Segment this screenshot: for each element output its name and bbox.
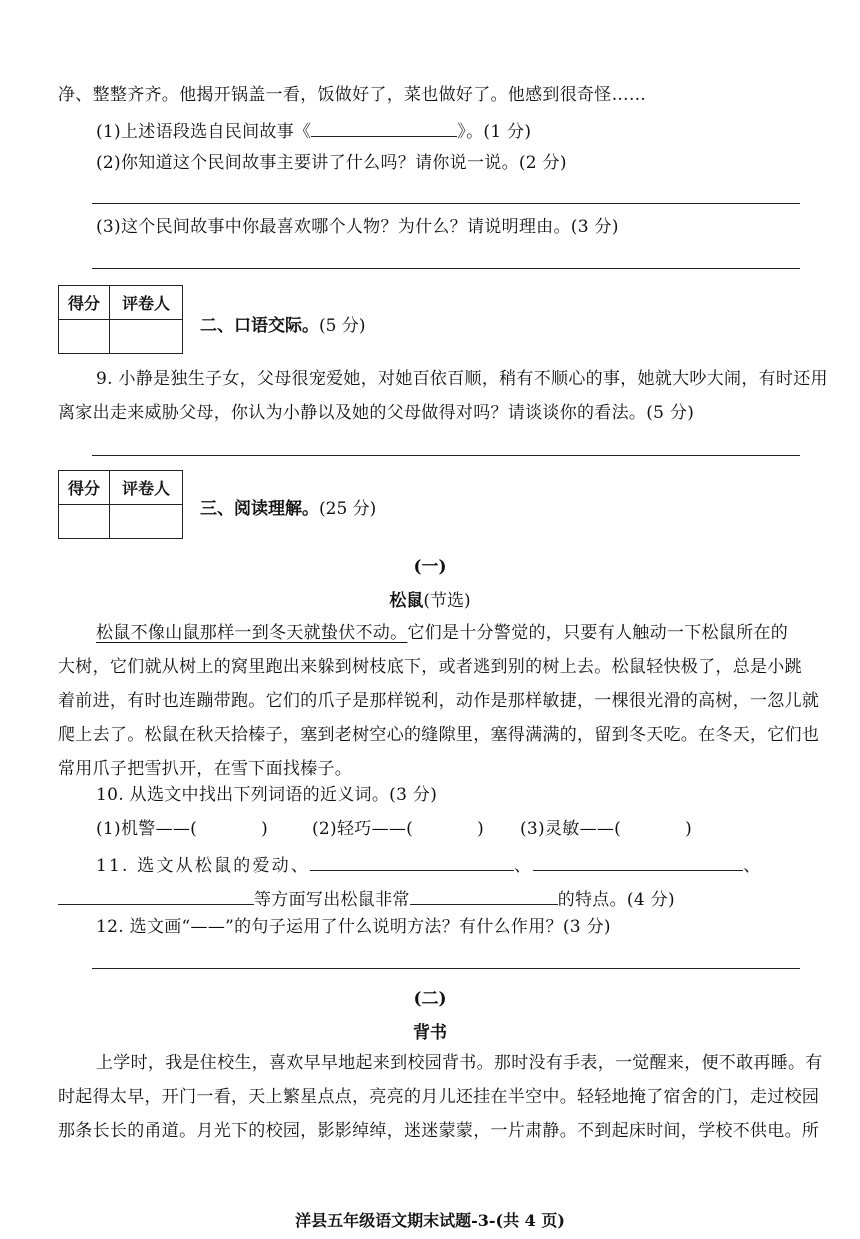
synonym-item: (1)机警——( ) — [96, 819, 269, 839]
question-2: (2)你知道这个民间故事主要讲了什么吗？请你说一说。(2 分) — [96, 153, 567, 173]
section-title: 二、口语交际。 — [200, 316, 319, 336]
answer-line[interactable] — [92, 455, 800, 456]
answer-blank[interactable] — [58, 886, 254, 905]
question-3: (3)这个民间故事中你最喜欢哪个人物？为什么？请说明理由。(3 分) — [96, 217, 619, 237]
underlined-sentence: 松鼠不像山鼠那样一到冬天就蛰伏不动。 — [96, 623, 408, 643]
passage-line: 大树，它们就从树上的窝里跑出来躲到树枝底下，或者逃到别的树上去。松鼠轻快极了，总是小跳 — [58, 657, 802, 677]
grader-label: 评卷人 — [110, 286, 183, 320]
question-10: 10. 从选文中找出下列词语的近义词。(3 分) — [96, 785, 438, 805]
question-1-prefix: (1)上述语段选自民间故事《 — [96, 122, 312, 142]
synonym-item: (2)轻巧——( ) — [312, 819, 485, 839]
passage-line: 净、整整齐齐。他揭开锅盖一看，饭做好了，菜也做好了。他感到很奇怪…… — [58, 85, 647, 105]
passage-line: 上学时，我是住校生，喜欢早早地起来到校园背书。那时没有手表，一觉醒来，便不敢再睡。有 — [96, 1053, 823, 1073]
score-cell[interactable] — [59, 320, 110, 354]
page-footer: 洋县五年级语文期末试题-3-(共 4 页) — [295, 1211, 565, 1230]
answer-blank[interactable] — [311, 118, 457, 137]
answer-blank[interactable] — [533, 852, 743, 871]
score-label: 得分 — [59, 471, 110, 505]
passage-title-text: 松鼠 — [389, 591, 424, 611]
question-9-line: 离家出走来威胁父母，你认为小静以及她的父母做得对吗？请谈谈你的看法。(5 分) — [58, 403, 695, 423]
question-1-suffix: 》。(1 分) — [457, 122, 532, 142]
answer-blank[interactable] — [410, 886, 558, 905]
question-1 — [96, 118, 531, 143]
section-heading — [200, 494, 376, 519]
passage-line — [96, 622, 788, 644]
score-cell[interactable] — [59, 505, 110, 539]
question-11-line: 11. 选文从松鼠的爱动、 、 、 — [96, 852, 762, 877]
passage-text: 它们是十分警觉的，只要有人触动一下松鼠所在的 — [407, 623, 789, 643]
score-box — [58, 285, 183, 354]
score-box — [58, 470, 183, 539]
section-title: 三、阅读理解。 — [200, 499, 319, 519]
synonym-item: (3)灵敏——( ) — [520, 819, 693, 839]
part-heading: (一) — [413, 557, 447, 577]
passage-line: 时起得太早，开门一看，天上繁星点点，亮亮的月儿还挂在半空中。轻轻地掩了宿舍的门，走过校园 — [58, 1087, 820, 1107]
answer-line[interactable] — [92, 968, 800, 969]
grader-label: 评卷人 — [110, 471, 183, 505]
question-12: 12. 选文画“——”的句子运用了什么说明方法？有什么作用？(3 分) — [96, 917, 611, 937]
section-points: (5 分) — [319, 316, 366, 336]
answer-line[interactable] — [92, 203, 800, 204]
part-heading: (二) — [413, 989, 447, 1009]
passage-line: 着前进，有时也连蹦带跑。它们的爪子是那样锐利，动作是那样敏捷，一棵很光滑的高树，一忽儿就 — [58, 691, 820, 711]
section-heading — [200, 311, 365, 336]
score-label: 得分 — [59, 286, 110, 320]
passage-title — [0, 586, 860, 611]
section-points: (25 分) — [319, 499, 377, 519]
passage-line: 常用爪子把雪扒开，在雪下面找榛子。 — [58, 759, 353, 779]
answer-blank[interactable] — [310, 852, 514, 871]
question-11-line: 等方面写出松鼠非常 的特点。(4 分) — [58, 886, 675, 911]
passage-line: 爬上去了。松鼠在秋天拾榛子，塞到老树空心的缝隙里，塞得满满的，留到冬天吃。在冬天，它们也 — [58, 725, 820, 745]
passage-line: 那条长长的甬道。月光下的校园，影影绰绰，迷迷蒙蒙，一片肃静。不到起床时间，学校不供电。所 — [58, 1121, 820, 1141]
passage-title: 背书 — [413, 1023, 447, 1043]
answer-line[interactable] — [92, 268, 800, 269]
passage-title-note: (节选) — [423, 591, 471, 611]
question-9-line: 9. 小静是独生子女，父母很宠爱她，对她百依百顺，稍有不顺心的事，她就大吵大闹，有时还用 — [96, 369, 828, 389]
grader-cell[interactable] — [110, 320, 183, 354]
grader-cell[interactable] — [110, 505, 183, 539]
